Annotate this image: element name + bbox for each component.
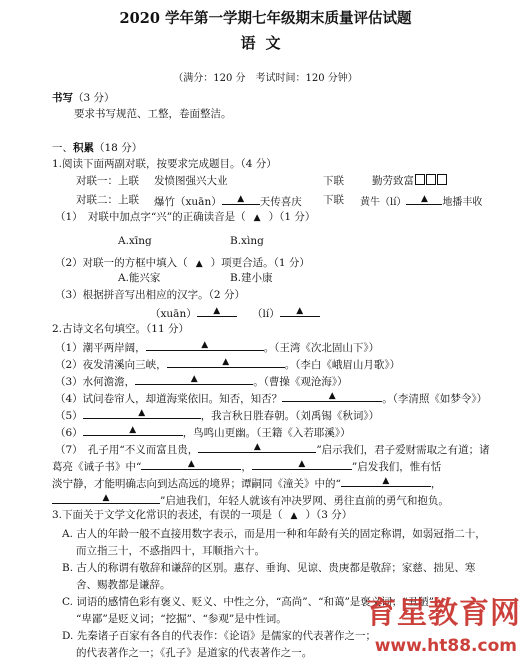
- writing-points: （3 分）: [73, 92, 115, 104]
- q2-line7-part3: 葛亮《诫子书》中“: [52, 461, 142, 473]
- section1-heading-line: [52, 141, 142, 155]
- q2-line7-part5: ”启发我们，惟有恬: [351, 461, 442, 473]
- q1-sub3: （3）根据拼音写出相应的汉字。（2 分）: [55, 289, 245, 301]
- q1-couplet1-label: 对联一：上联: [76, 175, 139, 187]
- answer-marker: ▲: [213, 306, 221, 316]
- q3-stem: 3.下面关于文学文化常识的表述，有误的一项是（: [52, 509, 283, 521]
- q1-option2-a: A.能兴家: [118, 272, 161, 284]
- q2-line7-part2: ”启示我们，君子爱财需取之有道；诸: [316, 444, 490, 456]
- q1-sub1-end: ）（1 分）: [268, 211, 316, 223]
- answer-blank[interactable]: [83, 407, 201, 419]
- q1-sub2-end: ）项更合适。（1 分）: [210, 257, 310, 269]
- q1-pinyin2-line: [252, 305, 320, 321]
- answer-marker: ▲: [187, 459, 195, 469]
- q1-couplet2-down-a: 黄牛（lí）: [360, 197, 407, 208]
- blank-box: [415, 174, 425, 185]
- answer-marker: ▲: [138, 408, 146, 418]
- writing-heading: 书写: [52, 92, 73, 104]
- q2-line4: [55, 390, 487, 406]
- q2-line6-post: ，鸟鸣山更幽。（王籍《入若耶溪》）: [182, 427, 351, 439]
- answer-marker: ▲: [290, 511, 298, 521]
- q1-option-b: B.xìng: [230, 235, 264, 247]
- q3-option-b-line2: 舍、赐教都是谦辞。: [76, 579, 171, 591]
- q1-option2-b: B.建小康: [230, 272, 273, 284]
- section1-heading: 积累: [73, 142, 94, 154]
- q2-line1-pre: （1）潮平两岸阔，: [55, 342, 146, 354]
- q1-couplet2-up-b: 天传喜庆: [259, 196, 302, 208]
- q3-option-d-line1: D. 先秦诸子百家有各自的代表作：《论语》是儒家的代表著作之一；: [62, 630, 376, 642]
- q2-line3-post: 。（曹操《观沧海》）: [253, 376, 348, 388]
- answer-marker: ▲: [253, 213, 261, 223]
- q3-stem-end: ）（3 分）: [305, 509, 353, 521]
- q3-option-c-line1: C. 词语的感情色彩有褒义、贬义、中性之分，“高尚”、“和蔼”是褒义词；“丑陋”、: [62, 596, 445, 608]
- answer-blank[interactable]: [135, 373, 253, 385]
- section1-prefix: 一、: [52, 142, 73, 154]
- q1-couplet1-down-label: 下联: [323, 175, 344, 187]
- answer-marker: ▲: [201, 340, 209, 350]
- q1-sub2-line: [55, 256, 310, 271]
- q2-line6-pre: （6）: [55, 427, 83, 439]
- q1-couplet2-up-line: [154, 193, 302, 209]
- q2-line4-post: 。（李清照《如梦令》）: [382, 393, 488, 405]
- answer-marker: ▲: [253, 442, 261, 452]
- section1-points: （18 分）: [94, 142, 143, 154]
- answer-marker: ▲: [222, 357, 230, 367]
- answer-blank[interactable]: [146, 339, 264, 351]
- answer-marker: ▲: [195, 259, 203, 269]
- q1-stem: 1.阅读下面两副对联，按要求完成题目。（4 分）: [52, 158, 277, 170]
- q1-couplet2-down-line: [360, 193, 482, 210]
- exam-subject: 语文: [240, 34, 291, 52]
- answer-marker: ▲: [237, 194, 245, 204]
- answer-marker: ▲: [190, 374, 198, 384]
- q1-option-a: A.xīng: [118, 235, 152, 247]
- answer-blank[interactable]: [197, 305, 237, 317]
- blank-box: [426, 174, 436, 185]
- q2-line7-part4: ，: [241, 461, 252, 473]
- q2-line7b: [52, 458, 441, 474]
- q2-line1-post: 。（王湾《次北固山下》）: [263, 342, 380, 354]
- q2-line2: [55, 356, 400, 372]
- q2-line3: [55, 373, 348, 389]
- answer-blank[interactable]: [198, 441, 316, 453]
- q3-option-d-line2: 的代表著作之一；《孔子》是道家的代表著作之一。: [76, 647, 313, 659]
- answer-blank[interactable]: [282, 390, 382, 402]
- exam-info: （满分：120 分 考试时间：120 分钟）: [173, 73, 358, 84]
- q2-line7-part1: （7） 孔子用“不义而富且贵，: [55, 444, 199, 456]
- answer-blank[interactable]: [83, 424, 183, 436]
- exam-title: 2020 学年第一学期七年级期末质量评估试题: [119, 10, 412, 27]
- q2-line7a: [55, 441, 490, 457]
- answer-blank[interactable]: [222, 193, 260, 205]
- answer-marker: ▲: [328, 391, 336, 401]
- q1-couplet2-down-b: 地播丰收: [442, 197, 483, 208]
- q2-stem: 2.古诗文名句填空。（11 分）: [52, 323, 189, 335]
- q3-option-a-line2: 而立指三十，不惑指四十，耳顺指六十。: [76, 545, 265, 557]
- q2-line7-part8: ”启迪我们，年轻人就该有冲决罗网、勇往直前的勇气和抱负。: [160, 495, 449, 507]
- q2-line6: [55, 424, 351, 440]
- q1-couplet2-down-label: 下联: [323, 194, 344, 206]
- answer-marker: ▲: [102, 493, 110, 503]
- answer-blank[interactable]: [280, 305, 320, 317]
- answer-blank[interactable]: [141, 458, 241, 470]
- q1-couplet2-label: 对联二：上联: [76, 194, 139, 206]
- blank-box: [437, 174, 447, 185]
- q2-line7-part6: 淡宁静，才能明确志向到达高远的境界；谭嗣同《潼关》中的“: [52, 478, 341, 490]
- q2-line3-pre: （3）水何澹澹，: [55, 376, 136, 388]
- q1-pinyin1-line: [150, 305, 237, 321]
- answer-marker: ▲: [129, 425, 137, 435]
- q1-couplet1-up: 发愤图强兴大业: [154, 175, 228, 187]
- answer-blank[interactable]: [252, 458, 352, 470]
- q2-line1: [55, 339, 379, 355]
- q1-pinyin1: （xuān）: [150, 308, 197, 320]
- q1-couplet1-down: 勤劳致富: [372, 175, 414, 187]
- q3-option-c-line2: “卑鄙”是贬义词；“挖掘”、“参观”是中性词。: [76, 613, 287, 625]
- watermark-brand: 育星教育网: [366, 596, 521, 631]
- q1-sub1-line: [55, 210, 315, 225]
- answer-marker: ▲: [296, 306, 304, 316]
- q3-option-a-line1: A. 古人的年龄一般不直接用数字表示，而是用一种和年龄有关的固定称谓，如弱冠指二十，: [62, 528, 486, 540]
- q2-line5: [55, 407, 379, 423]
- writing-heading-line: [52, 91, 115, 105]
- answer-blank[interactable]: [406, 193, 442, 205]
- answer-blank[interactable]: [167, 356, 285, 368]
- q2-line2-post: 。（李白《峨眉山月歌》）: [284, 359, 401, 371]
- q2-line7c: [52, 475, 441, 491]
- answer-marker: ▲: [420, 194, 428, 204]
- q1-sub1: （1） 对联中加点字“兴”的正确读音是（: [55, 211, 246, 223]
- q2-line7d: [52, 492, 449, 508]
- q1-sub2: （2）对联一的方框中填入（: [55, 257, 188, 269]
- q1-couplet1-down-line: [372, 174, 447, 188]
- writing-requirement: 要求书写规范、工整，卷面整洁。: [74, 108, 232, 120]
- watermark-url: www.ht88.com: [374, 636, 517, 656]
- q2-line5-post: ，我言秋日胜春朝。（刘禹锡《秋词》）: [200, 410, 380, 422]
- q1-pinyin2: （lí）: [252, 308, 280, 320]
- q2-line4-pre: （4）试问卷帘人，却道海棠依旧。知否，知否？: [55, 393, 283, 405]
- q2-line5-pre: （5）: [55, 410, 83, 422]
- q1-couplet2-up-a: 爆竹（xuān）: [154, 196, 222, 208]
- q3-stem-line: [52, 508, 352, 523]
- q3-option-b-line1: B. 古人的称谓有敬辞和谦辞的区别。惠存、垂询、见谅、贵庚都是敬辞；家慈、拙见、寒: [62, 562, 476, 574]
- q2-line2-pre: （2）夜发清溪向三峡，: [55, 359, 167, 371]
- answer-blank[interactable]: [341, 475, 431, 487]
- answer-marker: ▲: [382, 476, 390, 486]
- answer-blank[interactable]: [52, 492, 160, 504]
- q2-line7-part7: ，: [430, 478, 442, 490]
- answer-marker: ▲: [298, 459, 306, 469]
